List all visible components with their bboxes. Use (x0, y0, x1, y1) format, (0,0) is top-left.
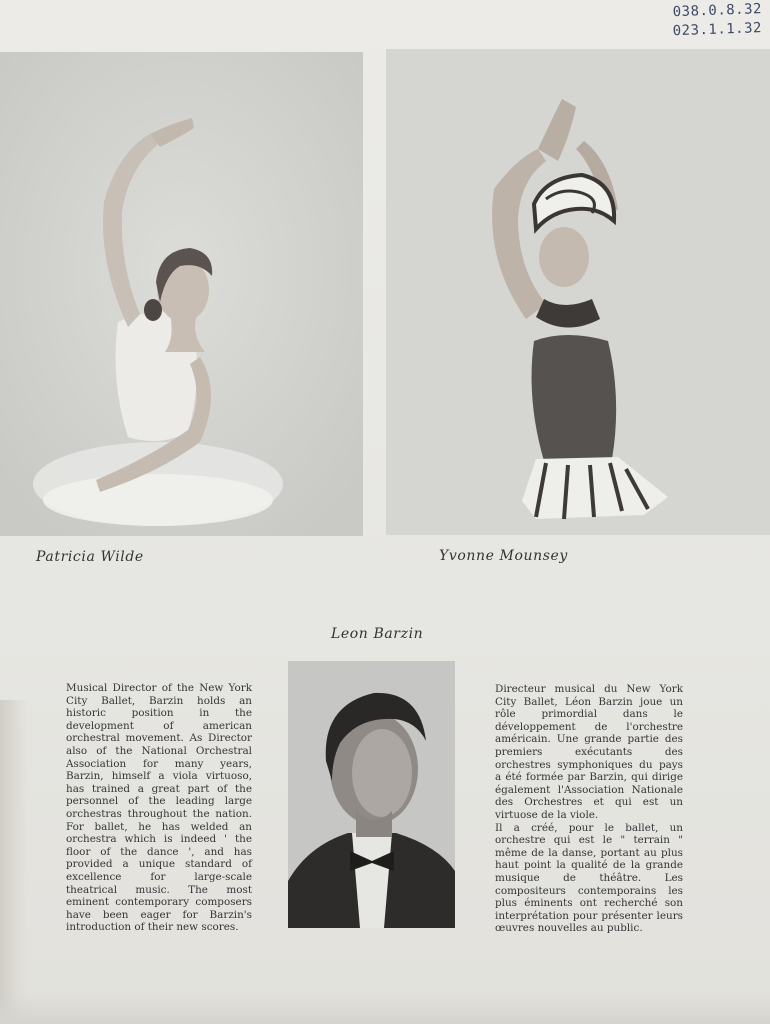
photo-yvonne-mounsey-image (386, 49, 770, 535)
caption-leon-barzin: Leon Barzin (331, 626, 424, 642)
photo-yvonne-mounsey (386, 49, 770, 535)
paper-edge-wear (0, 700, 28, 1024)
catalog-stamp-line-2: 023.1.1.32 (672, 20, 763, 40)
biography-english-paragraph: Musical Director of the New York City Ballet, Barzin holds an historic position in the development of american orchestral movement. As Director also of the National Orchestral Association for many years, Barzin, himself a viola virtuoso, has trained a great part of the personnel of the leading large orchestras throughout the nation. For ballet, he has welded an orchestra which is indeed ' the floor of the dance ', and has provided a unique standard of excellence for large-scale theatrical music. The most eminent contemporary composers have been eager for Barzin's introduction of their new scores. (66, 682, 252, 934)
catalog-stamp (652, 2, 762, 40)
photo-leon-barzin-image (288, 661, 455, 928)
paper-bottom-shadow (0, 990, 770, 1024)
photo-patricia-wilde-image (0, 52, 363, 536)
biography-french-paragraph-2: Il a créé, pour le ballet, un orchestre qui est le " terrain " même de la danse, portant au plus haut point la qualité de la grande musique de théâtre. Les compositeurs contemporains les plus éminents ont recherché son interprétation pour présenter leurs œuvres nouvelles au public. (495, 821, 683, 935)
biography-english (66, 682, 252, 934)
photo-leon-barzin (288, 661, 455, 928)
catalog-stamp-line-1: 038.0.8.32 (672, 1, 763, 21)
biography-french-paragraph-1: Directeur musical du New York City Ballet, Léon Barzin joue un rôle primordial dans le développement de l'orchestre américain. Une grande partie des premiers exécutants des orchestres symphoniques du pays a été formée par Barzin, qui dirige également l'Association Nationale des Orchestres et qui est un virtuose de la viole. (495, 683, 683, 821)
biography-french (495, 683, 683, 935)
caption-yvonne-mounsey: Yvonne Mounsey (439, 548, 568, 564)
caption-patricia-wilde: Patricia Wilde (36, 549, 144, 565)
photo-patricia-wilde (0, 52, 363, 536)
